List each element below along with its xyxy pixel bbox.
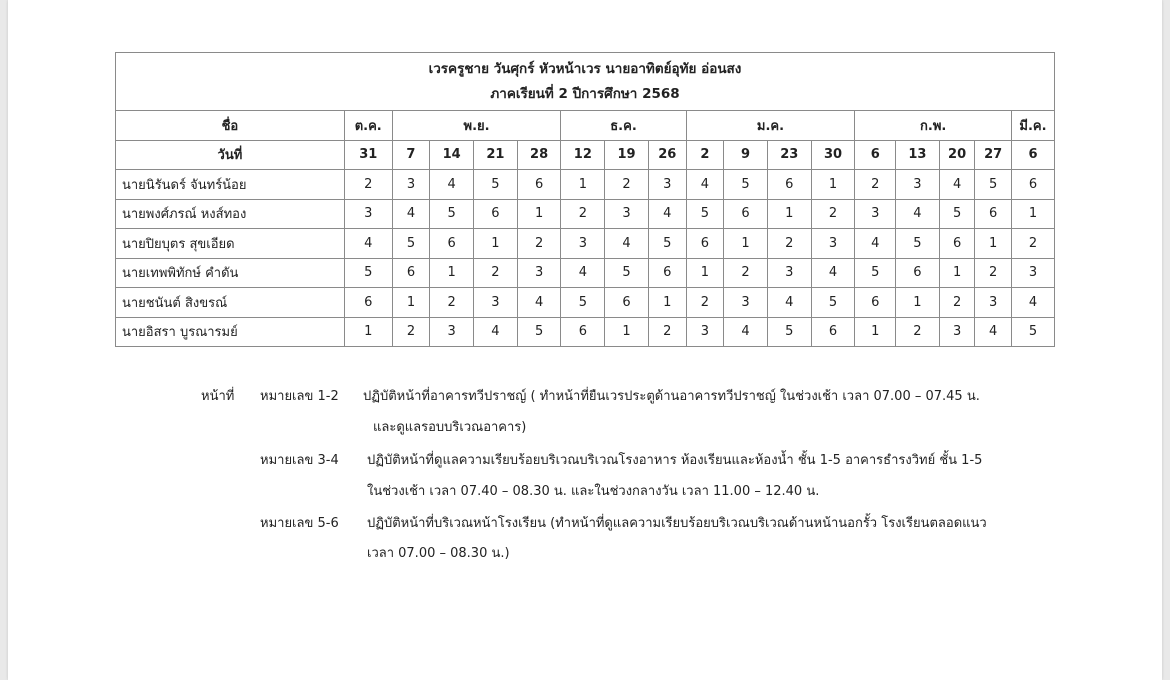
date-header: 14 [430,140,474,170]
date-header: 31 [344,140,392,170]
duty-number-cell: 5 [392,229,430,259]
duty-number-cell: 1 [767,199,811,229]
duty-number-cell: 4 [474,317,518,347]
duty-number-cell: 1 [344,317,392,347]
duty-number-cell: 6 [1012,170,1055,200]
duty-number-cell: 3 [605,199,649,229]
duty-number-cell: 6 [855,288,896,318]
duty-number-cell: 3 [855,199,896,229]
duty-number-cell: 5 [855,258,896,288]
note-text-continued: และดูแลรอบบริเวณอาคาร) [373,420,527,435]
duty-number-cell: 1 [648,288,686,318]
duty-number-cell: 4 [1012,288,1055,318]
duty-number-cell: 6 [975,199,1012,229]
duty-number-cell: 4 [767,288,811,318]
note-text: ปฏิบัติหน้าที่บริเวณหน้าโรงเรียน (ทำหน้าที่ดูแลความเรียบร้อยบริเวณบริเวณด้านหน้านอกรั้ว โรงเรียนตลอดแนว [367,516,987,531]
duty-number-cell: 5 [648,229,686,259]
duty-number-cell: 4 [896,199,940,229]
month-header: ก.พ. [855,111,1012,141]
duty-number-cell: 6 [686,229,724,259]
date-header: 7 [392,140,430,170]
date-header-row [116,140,1055,170]
duty-number-cell: 3 [561,229,605,259]
duty-number-cell: 4 [561,258,605,288]
duty-number-cell: 3 [474,288,518,318]
duty-number-cell: 6 [517,170,561,200]
table-row [116,288,1055,318]
duty-number-cell: 2 [605,170,649,200]
name-header: ชื่อ [116,111,345,141]
notes-heading: หน้าที่ [201,389,235,404]
duty-number-cell: 6 [474,199,518,229]
teacher-name: นายนิรันดร์ จันทร์น้อย [116,170,345,200]
duty-number-cell: 4 [939,170,975,200]
duty-number-cell: 1 [474,229,518,259]
table-row [116,258,1055,288]
duty-number-cell: 3 [767,258,811,288]
duty-number-cell: 1 [430,258,474,288]
duty-number-cell: 1 [724,229,768,259]
duty-number-cell: 6 [430,229,474,259]
date-header: 12 [561,140,605,170]
note-label: หมายเลข 3-4 [260,453,339,468]
duty-number-cell: 2 [811,199,855,229]
duty-number-cell: 4 [975,317,1012,347]
duty-number-cell: 6 [392,258,430,288]
duty-number-cell: 2 [686,288,724,318]
duty-number-cell: 2 [474,258,518,288]
teacher-name: นายอิสรา บูรณารมย์ [116,317,345,347]
duty-number-cell: 3 [686,317,724,347]
date-header: 20 [939,140,975,170]
duty-number-cell: 2 [939,288,975,318]
duty-number-cell: 6 [811,317,855,347]
duty-number-cell: 1 [517,199,561,229]
table-title [116,53,1055,111]
table-title-row [116,53,1055,111]
date-header: 9 [724,140,768,170]
duty-number-cell: 2 [975,258,1012,288]
teacher-name: นายพงศ์ภรณ์ หงส์ทอง [116,199,345,229]
duty-number-cell: 6 [605,288,649,318]
duty-number-cell: 2 [896,317,940,347]
date-header: 19 [605,140,649,170]
duty-number-cell: 1 [1012,199,1055,229]
duty-number-cell: 3 [430,317,474,347]
duty-number-cell: 4 [344,229,392,259]
duty-number-cell: 3 [975,288,1012,318]
duty-number-cell: 4 [811,258,855,288]
table-title-line2: ภาคเรียนที่ 2 ปีการศึกษา 2568 [490,85,680,102]
duty-number-cell: 1 [811,170,855,200]
duty-number-cell: 2 [1012,229,1055,259]
duty-number-cell: 2 [392,317,430,347]
date-header: 27 [975,140,1012,170]
date-header: 26 [648,140,686,170]
table-row [116,317,1055,347]
duty-number-cell: 3 [517,258,561,288]
duty-number-cell: 5 [605,258,649,288]
duty-number-cell: 2 [344,170,392,200]
duty-number-cell: 6 [724,199,768,229]
date-header: 2 [686,140,724,170]
duty-number-cell: 5 [939,199,975,229]
duty-number-cell: 6 [896,258,940,288]
duty-number-cell: 2 [855,170,896,200]
duty-number-cell: 3 [896,170,940,200]
duty-number-cell: 2 [724,258,768,288]
table-row [116,170,1055,200]
duty-number-cell: 3 [648,170,686,200]
date-header: 28 [517,140,561,170]
note-label: หมายเลข 1-2 [260,389,339,404]
month-header: พ.ย. [392,111,561,141]
duty-number-cell: 1 [392,288,430,318]
table-row [116,229,1055,259]
duty-number-cell: 2 [430,288,474,318]
duty-number-cell: 5 [724,170,768,200]
date-header: 13 [896,140,940,170]
duty-number-cell: 3 [939,317,975,347]
duty-number-cell: 5 [686,199,724,229]
duty-number-cell: 5 [430,199,474,229]
duty-number-cell: 5 [517,317,561,347]
duty-number-cell: 4 [392,199,430,229]
duty-number-cell: 3 [724,288,768,318]
duty-number-cell: 6 [561,317,605,347]
duty-number-cell: 2 [767,229,811,259]
duty-schedule-table [115,52,1055,347]
duty-number-cell: 2 [561,199,605,229]
duty-number-cell: 1 [605,317,649,347]
note-text: ปฏิบัติหน้าที่ดูแลความเรียบร้อยบริเวณบริเวณโรงอาหาร ห้องเรียนและห้องน้ำ ชั้น 1-5 อาคารธำรงวิทย์ ชั้น 1-5 [367,453,983,468]
note-text: ปฏิบัติหน้าที่อาคารทวีปราชญ์ ( ทำหน้าที่ยืนเวรประตูด้านอาคารทวีปราชญ์ ในช่วงเช้า เวลา 07.00 – 07.45 น. [363,389,980,404]
document-page [8,0,1162,680]
date-header: 23 [767,140,811,170]
duty-number-cell: 5 [896,229,940,259]
duty-number-cell: 4 [648,199,686,229]
date-header: 6 [855,140,896,170]
duty-number-cell: 1 [561,170,605,200]
teacher-name: นายชนันต์ สิงขรณ์ [116,288,345,318]
duty-number-cell: 1 [939,258,975,288]
duty-number-cell: 5 [1012,317,1055,347]
duty-number-cell: 1 [896,288,940,318]
duty-number-cell: 3 [392,170,430,200]
note-text-continued: เวลา 07.00 – 08.30 น.) [367,546,510,561]
note-label: หมายเลข 5-6 [260,516,339,531]
duty-number-cell: 5 [344,258,392,288]
duty-number-cell: 3 [1012,258,1055,288]
duty-number-cell: 4 [686,170,724,200]
month-header-row [116,111,1055,141]
duty-number-cell: 4 [855,229,896,259]
duty-number-cell: 6 [939,229,975,259]
month-header: ธ.ค. [561,111,686,141]
day-header: วันที่ [116,140,345,170]
month-header: มี.ค. [1012,111,1055,141]
duty-number-cell: 4 [517,288,561,318]
duty-number-cell: 3 [811,229,855,259]
duty-number-cell: 6 [344,288,392,318]
duty-number-cell: 1 [686,258,724,288]
table-row [116,199,1055,229]
duty-number-cell: 6 [648,258,686,288]
month-header: ต.ค. [344,111,392,141]
date-header: 6 [1012,140,1055,170]
date-header: 30 [811,140,855,170]
date-header: 21 [474,140,518,170]
teacher-name: นายเทพพิทักษ์ คำดัน [116,258,345,288]
duty-number-cell: 5 [975,170,1012,200]
duty-number-cell: 4 [605,229,649,259]
teacher-name: นายปิยบุตร สุขเอียด [116,229,345,259]
duty-number-cell: 2 [648,317,686,347]
duty-number-cell: 5 [767,317,811,347]
duty-number-cell: 1 [855,317,896,347]
duty-number-cell: 1 [975,229,1012,259]
month-header: ม.ค. [686,111,855,141]
duty-number-cell: 4 [724,317,768,347]
duty-number-cell: 5 [561,288,605,318]
duty-number-cell: 3 [344,199,392,229]
duty-number-cell: 2 [517,229,561,259]
duty-number-cell: 5 [811,288,855,318]
duty-number-cell: 6 [767,170,811,200]
duty-number-cell: 5 [474,170,518,200]
duty-number-cell: 4 [430,170,474,200]
table-title-line1: เวรครูชาย วันศุกร์ หัวหน้าเวร นายอาทิตย์อุทัย อ่อนสง [428,60,742,77]
note-text-continued: ในช่วงเช้า เวลา 07.40 – 08.30 น. และในช่วงกลางวัน เวลา 11.00 – 12.40 น. [367,484,820,499]
